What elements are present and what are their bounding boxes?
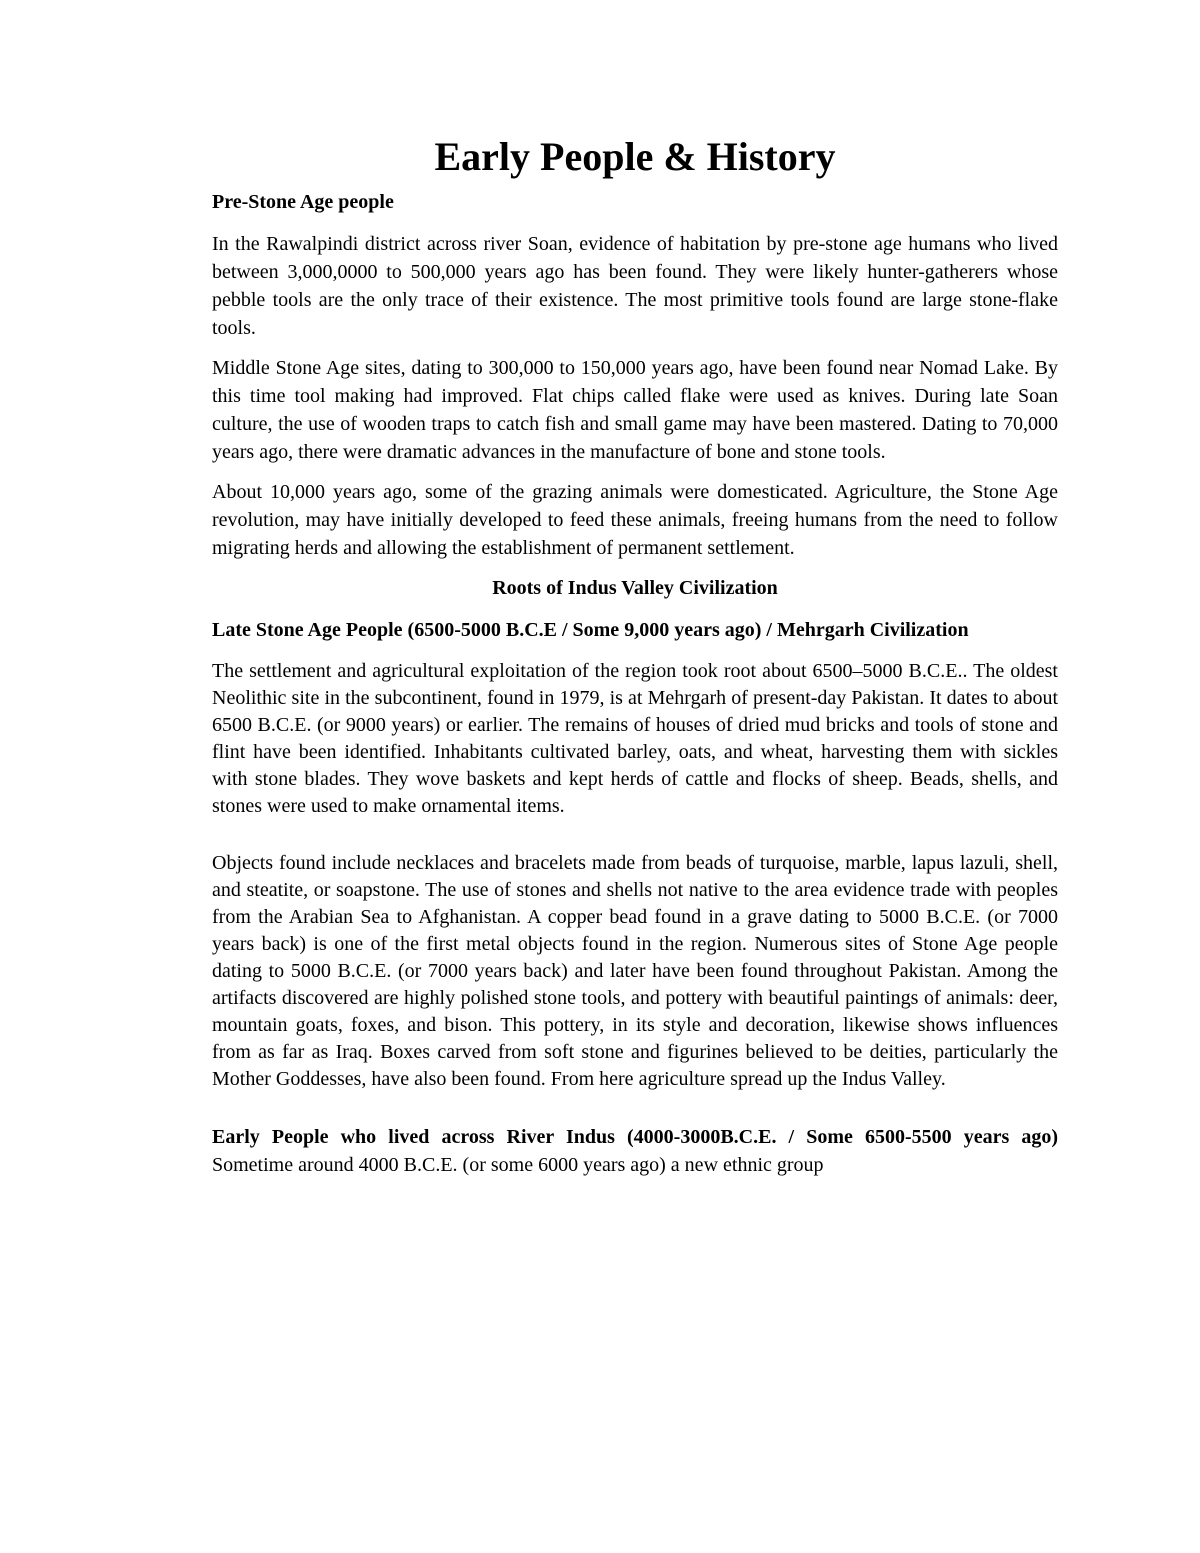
paragraph-pre-stone-age-1: In the Rawalpindi district across river Soan, evidence of habitation by pre-stone age humans who lived between 3,000,0000 to 500,000 years ago has been found. They were likely hunter-gatherers whose pebble tools are the only trace of their existence. The most primitive tools found are large stone-flake tools. [212, 233, 1058, 339]
section-heading-roots-indus: Roots of Indus Valley Civilization [492, 577, 778, 599]
paragraph-late-stone-age-1: The settlement and agricultural exploitation of the region took root about 6500–5000 B.C.E.. The oldest Neolithic site in the subcontinent, found in 1979, is at Mehrgarh of present-day Pakistan. It dates to about 6500 B.C.E. (or 9000 years) or earlier. The remains of houses of dried mud bricks and tools of stone and flint have been identified. Inhabitants cultivated barley, oats, and wheat, harvesting them with sickles with stone blades. They wove baskets and kept herds of cattle and flocks of sheep. Beads, shells, and stones were used to make ornamental items. [212, 660, 1058, 817]
section-heading-pre-stone-age: Pre-Stone Age people [212, 191, 394, 213]
paragraph-pre-stone-age-2: Middle Stone Age sites, dating to 300,000 to 150,000 years ago, have been found near Nomad Lake. By this time tool making had improved. Flat chips called flake were used as knives. During late Soan culture, the use of wooden traps to catch fish and small game may have been mastered. Dating to 70,000 years ago, there were dramatic advances in the manufacture of bone and stone tools. [212, 357, 1058, 463]
section-heading-early-people-indus: Early People who lived across River Indus (4000-3000B.C.E. / Some 6500-5500 years ago) [212, 1126, 1058, 1148]
document-content [212, 134, 1058, 1191]
paragraph-early-people-indus [212, 1123, 1058, 1179]
paragraph-late-stone-age-2: Objects found include necklaces and bracelets made from beads of turquoise, marble, lapus lazuli, shell, and steatite, or soapstone. The use of stones and shells not native to the area evidence trade with peoples from the Arabian Sea to Afghanistan. A copper bead found in a grave dating to 5000 B.C.E. (or 7000 years back) is one of the first metal objects found in the region. Numerous sites of Stone Age people dating to 5000 B.C.E. (or 7000 years back) and later have been found throughout Pakistan. Among the artifacts discovered are highly polished stone tools, and pottery with beautiful paintings of animals: deer, mountain goats, foxes, and bison. This pottery, in its style and decoration, likewise shows influences from as far as Iraq. Boxes carved from soft stone and figurines believed to be deities, particularly the Mother Goddesses, have also been found. From here agriculture spread up the Indus Valley. [212, 852, 1058, 1090]
section-heading-late-stone-age: Late Stone Age People (6500-5000 B.C.E / Some 9,000 years ago) / Mehrgarh Civilization [212, 619, 969, 641]
document-title: Early People & History [434, 134, 836, 179]
paragraph-pre-stone-age-3: About 10,000 years ago, some of the grazing animals were domesticated. Agriculture, the Stone Age revolution, may have initially developed to feed these animals, freeing humans from the need to follow migrating herds and allowing the establishment of permanent settlement. [212, 481, 1058, 559]
paragraph-early-people-indus-text: Sometime around 4000 B.C.E. (or some 6000 years ago) a new ethnic group [212, 1154, 824, 1176]
